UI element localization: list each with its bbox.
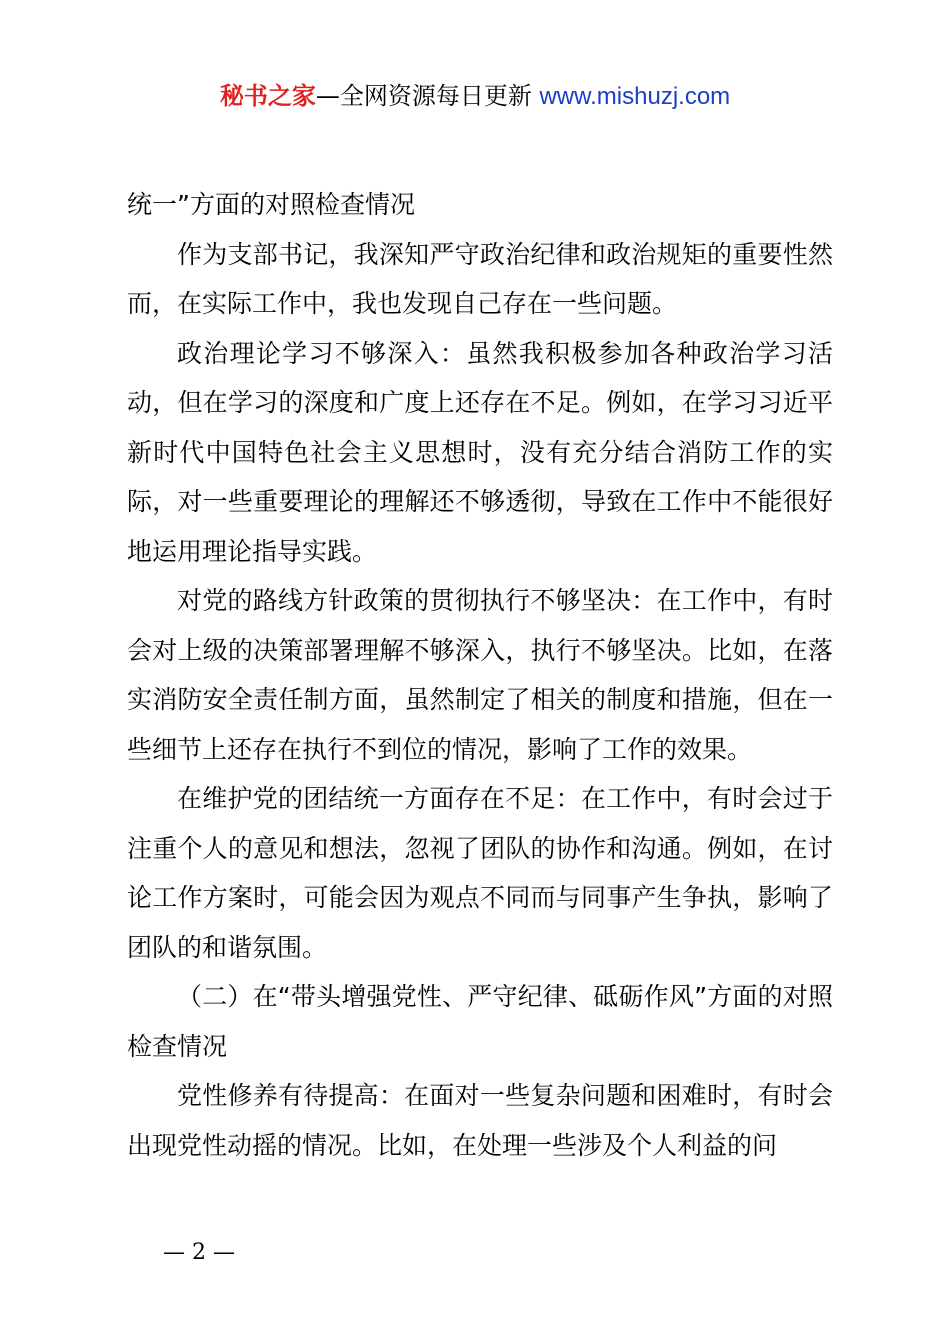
paragraph-party-spirit: 党性修养有待提高：在面对一些复杂问题和困难时，有时会出现党性动摇的情况。比如，在处理一些涉及个人利益的问 <box>127 1081 833 1160</box>
paragraph-party-unity: 在维护党的团结统一方面存在不足：在工作中，有时会过于注重个人的意见和想法，忽视了团队的协作和沟通。例如，在讨论工作方案时，可能会因为观点不同而与同事产生争执，影响了团队的和谐氛围。 <box>127 784 833 962</box>
section-heading-two: （二）在“带头增强党性、严守纪律、砥砺作风”方面的对照检查情况 <box>127 982 833 1061</box>
header-tagline: —全网资源每日更新 <box>315 82 540 110</box>
paragraph-intro: 作为支部书记，我深知严守政治纪律和政治规矩的重要性然而，在实际工作中，我也发现自己存在一些问题。 <box>127 239 833 318</box>
paragraph-continuation-heading: 统一”方面的对照检查情况 <box>127 190 415 219</box>
page-number: — 2 — <box>163 1240 235 1265</box>
paragraph-policy-execution: 对党的路线方针政策的贯彻执行不够坚决：在工作中，有时会对上级的决策部署理解不够深入，执行不够坚决。比如，在落实消防安全责任制方面，虽然制定了相关的制度和措施，但在一些细节上还存在执行不到位的情况，影响了工作的效果。 <box>127 586 833 764</box>
brand-name: 秘书之家 <box>219 82 316 110</box>
document-body <box>127 180 833 1170</box>
paragraph-theory-study: 政治理论学习不够深入：虽然我积极参加各种政治学习活动，但在学习的深度和广度上还存在不足。例如，在学习习近平新时代中国特色社会主义思想时，没有充分结合消防工作的实际，对一些重要理论的理解还不够透彻，导致在工作中不能很好地运用理论指导实践。 <box>127 338 833 566</box>
site-url-link[interactable]: www.mishuzj.com <box>539 83 731 110</box>
site-header <box>0 78 950 115</box>
